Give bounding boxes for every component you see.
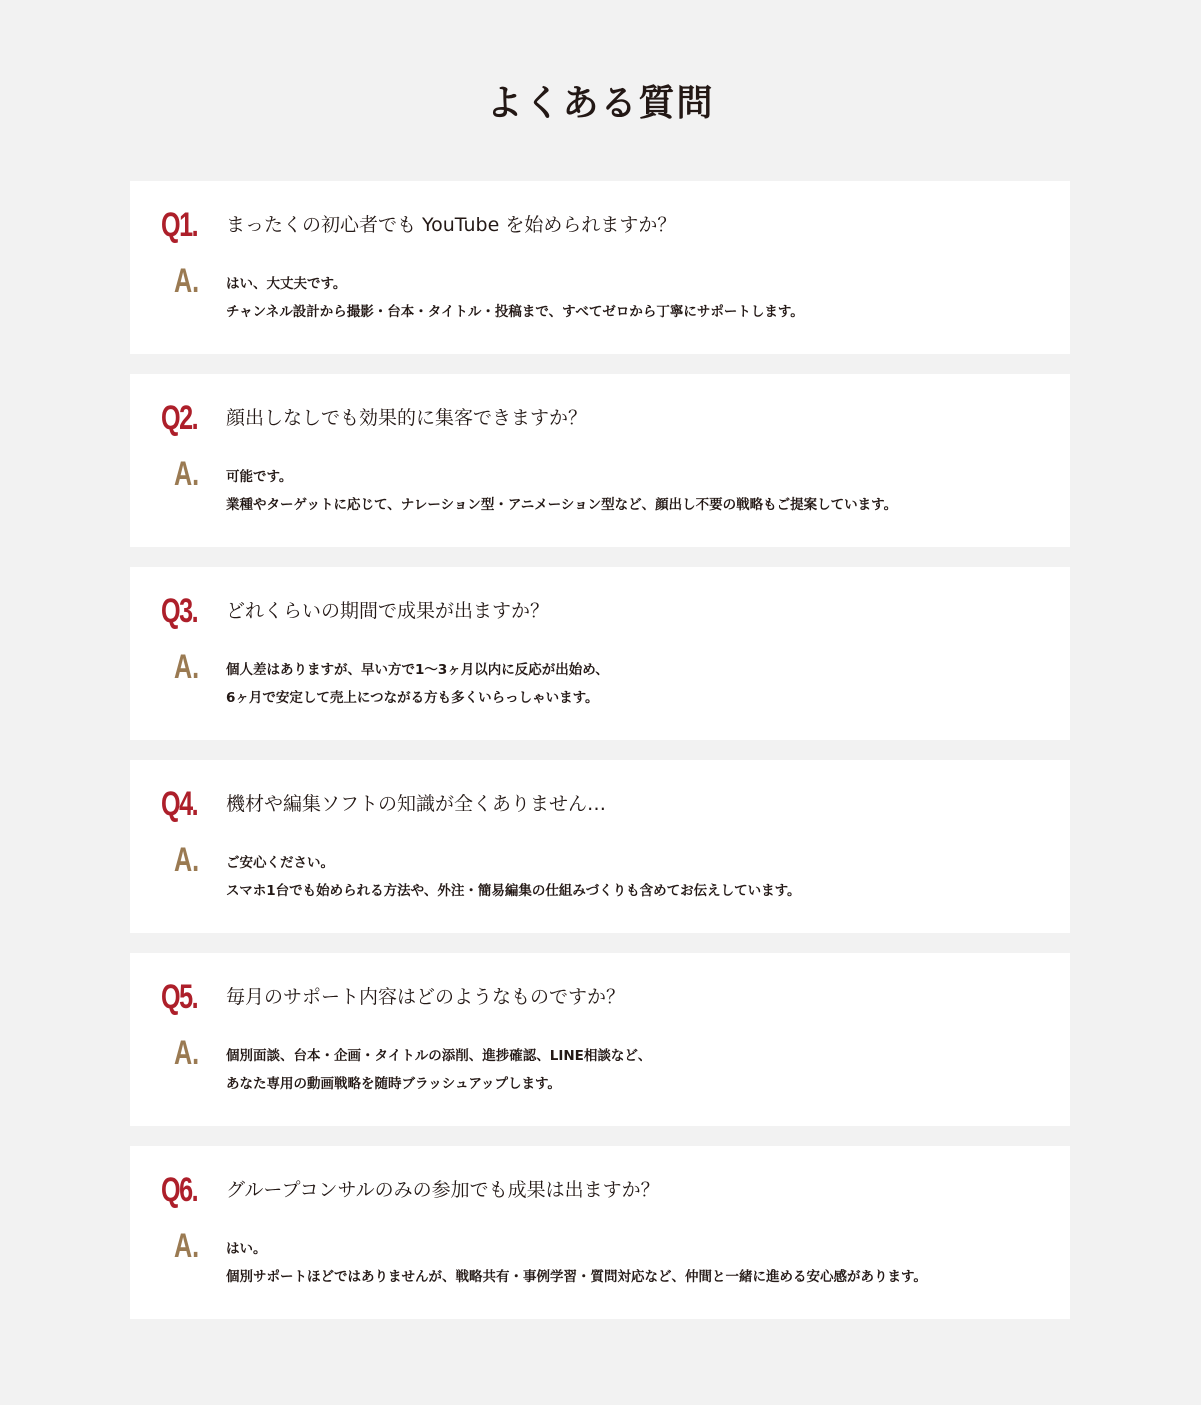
faq-item-4	[130, 760, 1070, 933]
question-text: グループコンサルのみの参加でも成果は出ますか？	[226, 1179, 660, 1201]
answer-line: あなた専用の動画戦略を随時ブラッシュアップします。	[226, 1076, 561, 1092]
answer-line: 6ヶ月で安定して売上につながる方も多くいらっしゃいます。	[226, 690, 599, 706]
answer-line: 個別サポートほどではありませんが、戦略共有・事例学習・質問対応など、仲間と一緒に進める安心感があります。	[226, 1269, 927, 1285]
answer-line: 可能です。	[226, 469, 293, 485]
page-title: よくある質問	[486, 83, 715, 124]
answer-text	[226, 270, 804, 326]
answer-text	[226, 1235, 927, 1291]
answer-line: スマホ1台でも始められる方法や、外注・簡易編集の仕組みづくりも含めてお伝えしています。	[226, 883, 801, 899]
question-label: Q2.	[161, 399, 198, 437]
question-label: Q5.	[161, 978, 198, 1016]
answer-label: A.	[174, 1227, 200, 1265]
answer-label: A.	[174, 455, 200, 493]
answer-line: はい、大丈夫です。	[226, 276, 347, 292]
question-label: Q4.	[161, 785, 198, 823]
answer-line: ご安心ください。	[226, 855, 334, 871]
answer-label: A.	[174, 841, 200, 879]
faq-item-3	[130, 567, 1070, 740]
answer-line: 業種やターゲットに応じて、ナレーション型・アニメーション型など、顔出し不要の戦略もご提案しています。	[226, 497, 898, 513]
question-text: 毎月のサポート内容はどのようなものですか？	[226, 986, 626, 1008]
question-label: Q1.	[161, 206, 198, 244]
answer-label: A.	[174, 648, 200, 686]
answer-line: 個人差はありますが、早い方で1〜3ヶ月以内に反応が出始め、	[226, 662, 609, 678]
answer-line: 個別面談、台本・企画・タイトルの添削、進捗確認、LINE相談など、	[226, 1048, 652, 1064]
question-text: まったくの初心者でも YouTube を始められますか？	[226, 214, 677, 236]
faq-item-5	[130, 953, 1070, 1126]
answer-text	[226, 849, 801, 905]
answer-text	[226, 463, 897, 519]
answer-text	[226, 656, 609, 712]
question-text: どれくらいの期間で成果が出ますか？	[226, 600, 550, 622]
faq-item-1	[130, 181, 1070, 354]
answer-label: A.	[174, 1034, 200, 1072]
faq-list	[130, 181, 1070, 1319]
faq-item-6	[130, 1146, 1070, 1319]
answer-line: チャンネル設計から撮影・台本・タイトル・投稿まで、すべてゼロから丁寧にサポートします。	[226, 304, 804, 320]
answer-label: A.	[174, 262, 200, 300]
question-text: 機材や編集ソフトの知識が全くありません…	[226, 793, 607, 815]
question-label: Q6.	[161, 1171, 198, 1209]
faq-item-2	[130, 374, 1070, 547]
answer-line: はい。	[226, 1241, 267, 1257]
answer-text	[226, 1042, 651, 1098]
question-text: 顔出しなしでも効果的に集客できますか？	[226, 407, 588, 429]
question-label: Q3.	[161, 592, 198, 630]
